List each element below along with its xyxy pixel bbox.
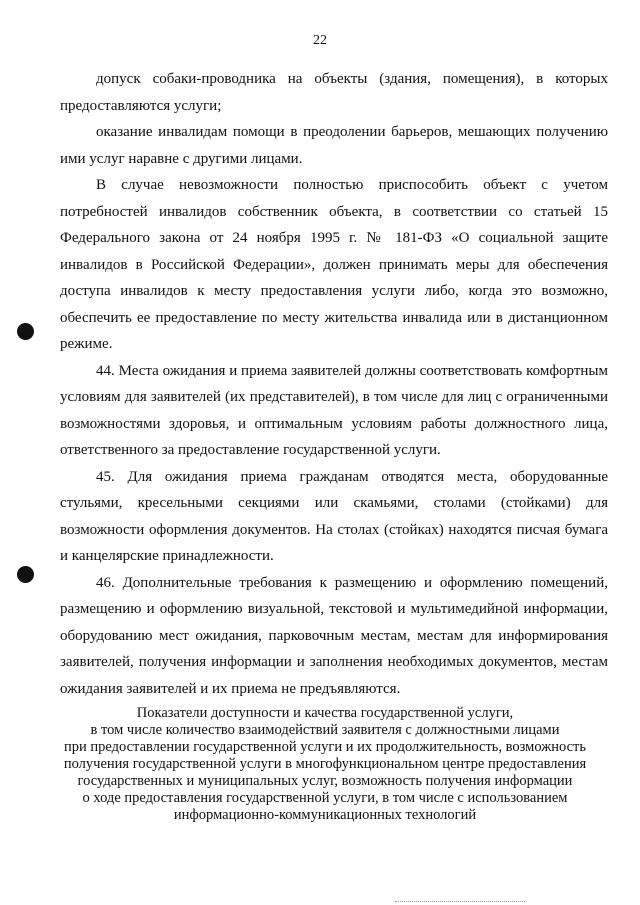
heading-line: в том числе количество взаимодействий заявителя с должностными лицами <box>90 722 560 738</box>
heading-line: информационно-коммуникационных технологий <box>173 807 477 823</box>
paragraph-impossibility: В случае невозможности полностью приспособить объект с учетом потребностей инвалидов собственник объекта, в соответствии со статьей 15 Федерального закона от 24 ноября 1995 г. № 181-ФЗ «О социальной защите инвалидов в Российской Федерации», должен принимать меры для обеспечения доступа инвалидов к месту предоставления услуги либо, когда это возможно, обеспечить ее предоставление по месту жительства инвалида или в дистанционном режиме. <box>60 177 608 352</box>
page-number: 22 <box>313 33 327 48</box>
heading-line: при предоставлении государственной услуги и их продолжительность, возможность <box>63 739 587 755</box>
heading-line: получения государственной услуги в многофункциональном центре предоставления <box>63 756 587 772</box>
heading-line: Показатели доступности и качества государственной услуги, <box>136 705 514 721</box>
paragraph-44: 44. Места ожидания и приема заявителей должны соответствовать комфортным условиям для заявителей (их представителей), в том числе для лиц с ограниченными возможностями здоровья, и оптимальным условиям работы должностного лица, ответственного за предоставление государственной услуги. <box>60 362 608 458</box>
paragraph-45: 45. Для ожидания приема гражданам отводятся места, оборудованные стульями, кресельными секциями или скамьями, столами (стойками) для возможности оформления документов. На столах (стойках) находятся писчая бумага и канцелярские принадлежности. <box>60 468 608 564</box>
paragraph-assistance: оказание инвалидам помощи в преодолении барьеров, мешающих получению ими услуг наравне с другими лицами. <box>60 124 608 167</box>
section-heading <box>40 705 610 824</box>
body-text <box>60 66 608 702</box>
scan-artifact <box>395 901 525 905</box>
paragraph-guide-dog: допуск собаки-проводника на объекты (здания, помещения), в которых предоставляются услуги; <box>60 71 608 114</box>
paragraph-46: 46. Дополнительные требования к размещению и оформлению помещений, размещению и оформлению визуальной, текстовой и мультимедийной информации, оборудованию мест ожидания, парковочным местам, местам для информирования заявителей, получения информации и заполнения необходимых документов, местам ожидания заявителей и их приема не предъявляются. <box>60 574 608 697</box>
heading-line: о ходе предоставления государственной услуги, в том числе с использованием <box>82 790 568 806</box>
punch-hole-bottom <box>17 566 34 583</box>
heading-line: государственных и муниципальных услуг, возможность получения информации <box>77 773 573 789</box>
punch-hole-top <box>17 323 34 340</box>
